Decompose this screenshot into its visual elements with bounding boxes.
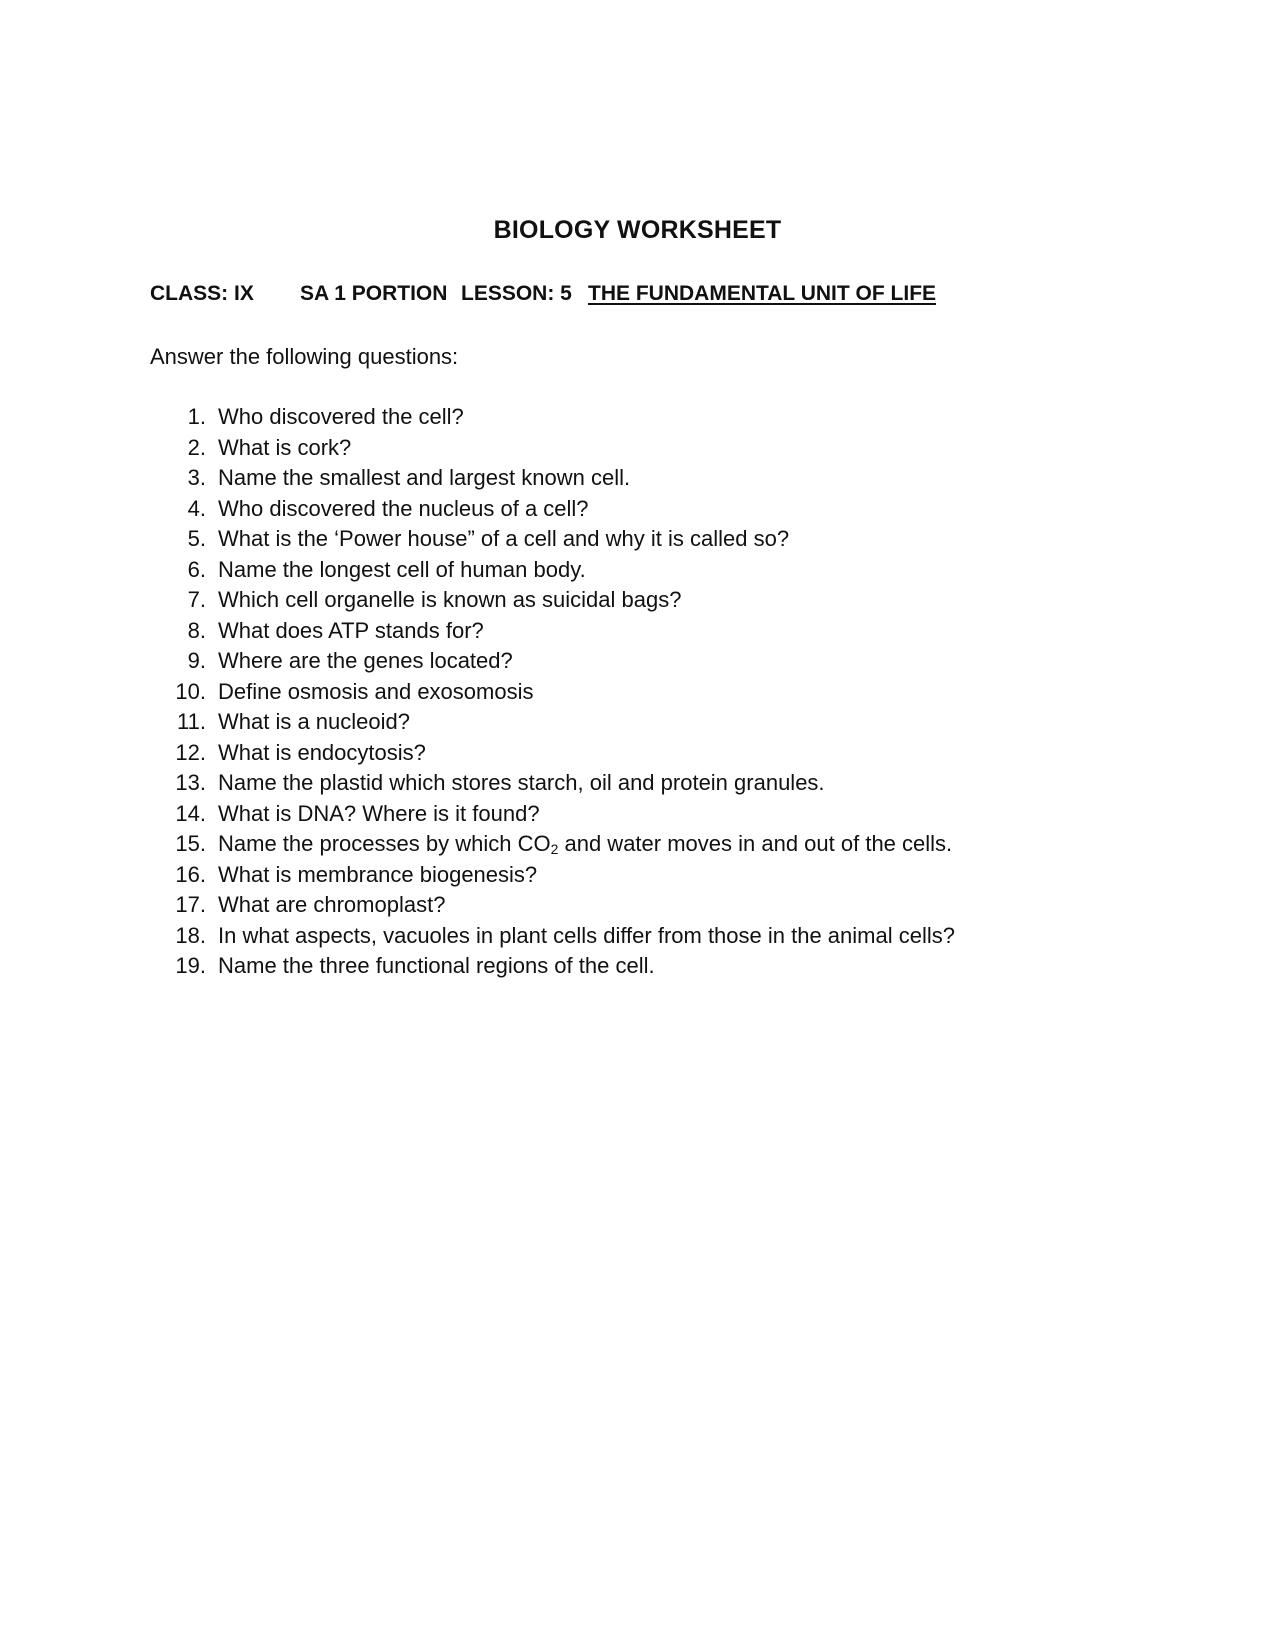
question-item: [150, 738, 955, 769]
question-list: [150, 402, 955, 982]
question-item: [150, 799, 955, 830]
lesson-title: THE FUNDAMENTAL UNIT OF LIFE: [588, 282, 937, 305]
question-number: 19.: [175, 953, 206, 978]
question-item: [150, 707, 955, 738]
question-number: 15.: [175, 831, 206, 856]
question-number: 2.: [187, 434, 206, 460]
question-item: [150, 463, 955, 494]
question-item: [150, 524, 955, 555]
question-text: Who discovered the cell?: [218, 404, 464, 429]
question-text: Name the three functional regions of the cell.: [218, 953, 655, 978]
question-text: What is a nucleoid?: [218, 709, 410, 734]
instructions: Answer the following questions:: [150, 344, 459, 369]
co2-subscript: 2: [550, 841, 559, 857]
question-item: [150, 555, 955, 586]
question-item: [150, 921, 955, 952]
question-number: 10.: [175, 678, 206, 704]
question-number: 3.: [187, 465, 206, 490]
question-text: What are chromoplast?: [218, 892, 446, 917]
question-text: In what aspects, vacuoles in plant cells differ from those in the animal cells?: [218, 922, 955, 948]
question-text: What is endocytosis?: [218, 739, 426, 765]
question-text: What is membrance biogenesis?: [218, 861, 538, 887]
question-number: 11.: [177, 709, 206, 734]
question-item: [150, 646, 955, 677]
question-item: [150, 433, 955, 464]
question-text: Who discovered the nucleus of a cell?: [218, 495, 589, 521]
question-item: [150, 890, 955, 921]
question-text-after: and water moves in and out of the cells.: [558, 831, 953, 856]
question-number: 6.: [187, 556, 206, 582]
question-number: 16.: [175, 861, 206, 887]
question-text-before: Name the processes by which CO: [218, 831, 551, 856]
page-title: BIOLOGY WORKSHEET: [493, 216, 782, 244]
question-text: Name the plastid which stores starch, oil and protein granules.: [218, 770, 825, 795]
question-number: 17.: [175, 892, 206, 917]
question-text: What does ATP stands for?: [218, 617, 484, 643]
question-text: Name the smallest and largest known cell.: [218, 465, 631, 490]
question-item: [150, 829, 955, 860]
question-item: [150, 677, 955, 708]
question-item: [150, 585, 955, 616]
question-number: 5.: [187, 526, 206, 551]
question-text: What is the ‘Power house” of a cell and why it is called so?: [218, 526, 790, 551]
lesson-label: LESSON: 5: [461, 282, 572, 305]
question-text: What is cork?: [218, 434, 352, 460]
question-text: Where are the genes located?: [218, 648, 513, 673]
question-number: 4.: [187, 495, 206, 521]
question-number: 8.: [187, 617, 206, 643]
class-label: CLASS: IX: [150, 282, 254, 305]
question-number: 12.: [175, 739, 206, 765]
question-item: [150, 402, 955, 433]
question-item: [150, 616, 955, 647]
question-item: [150, 860, 955, 891]
question-number: 9.: [187, 648, 206, 673]
question-item: [150, 494, 955, 525]
question-item: [150, 951, 955, 982]
question-number: 13.: [175, 770, 206, 795]
question-item: [150, 768, 955, 799]
question-text: Name the longest cell of human body.: [218, 556, 586, 582]
question-number: 7.: [187, 587, 206, 612]
question-text: Which cell organelle is known as suicidal bags?: [218, 587, 682, 612]
portion-label: SA 1 PORTION: [300, 282, 448, 305]
question-text: What is DNA? Where is it found?: [218, 800, 540, 826]
question-number: 14.: [175, 800, 206, 826]
question-number: 18.: [175, 922, 206, 948]
question-number: 1.: [187, 404, 206, 429]
question-text: Define osmosis and exosomosis: [218, 678, 534, 704]
